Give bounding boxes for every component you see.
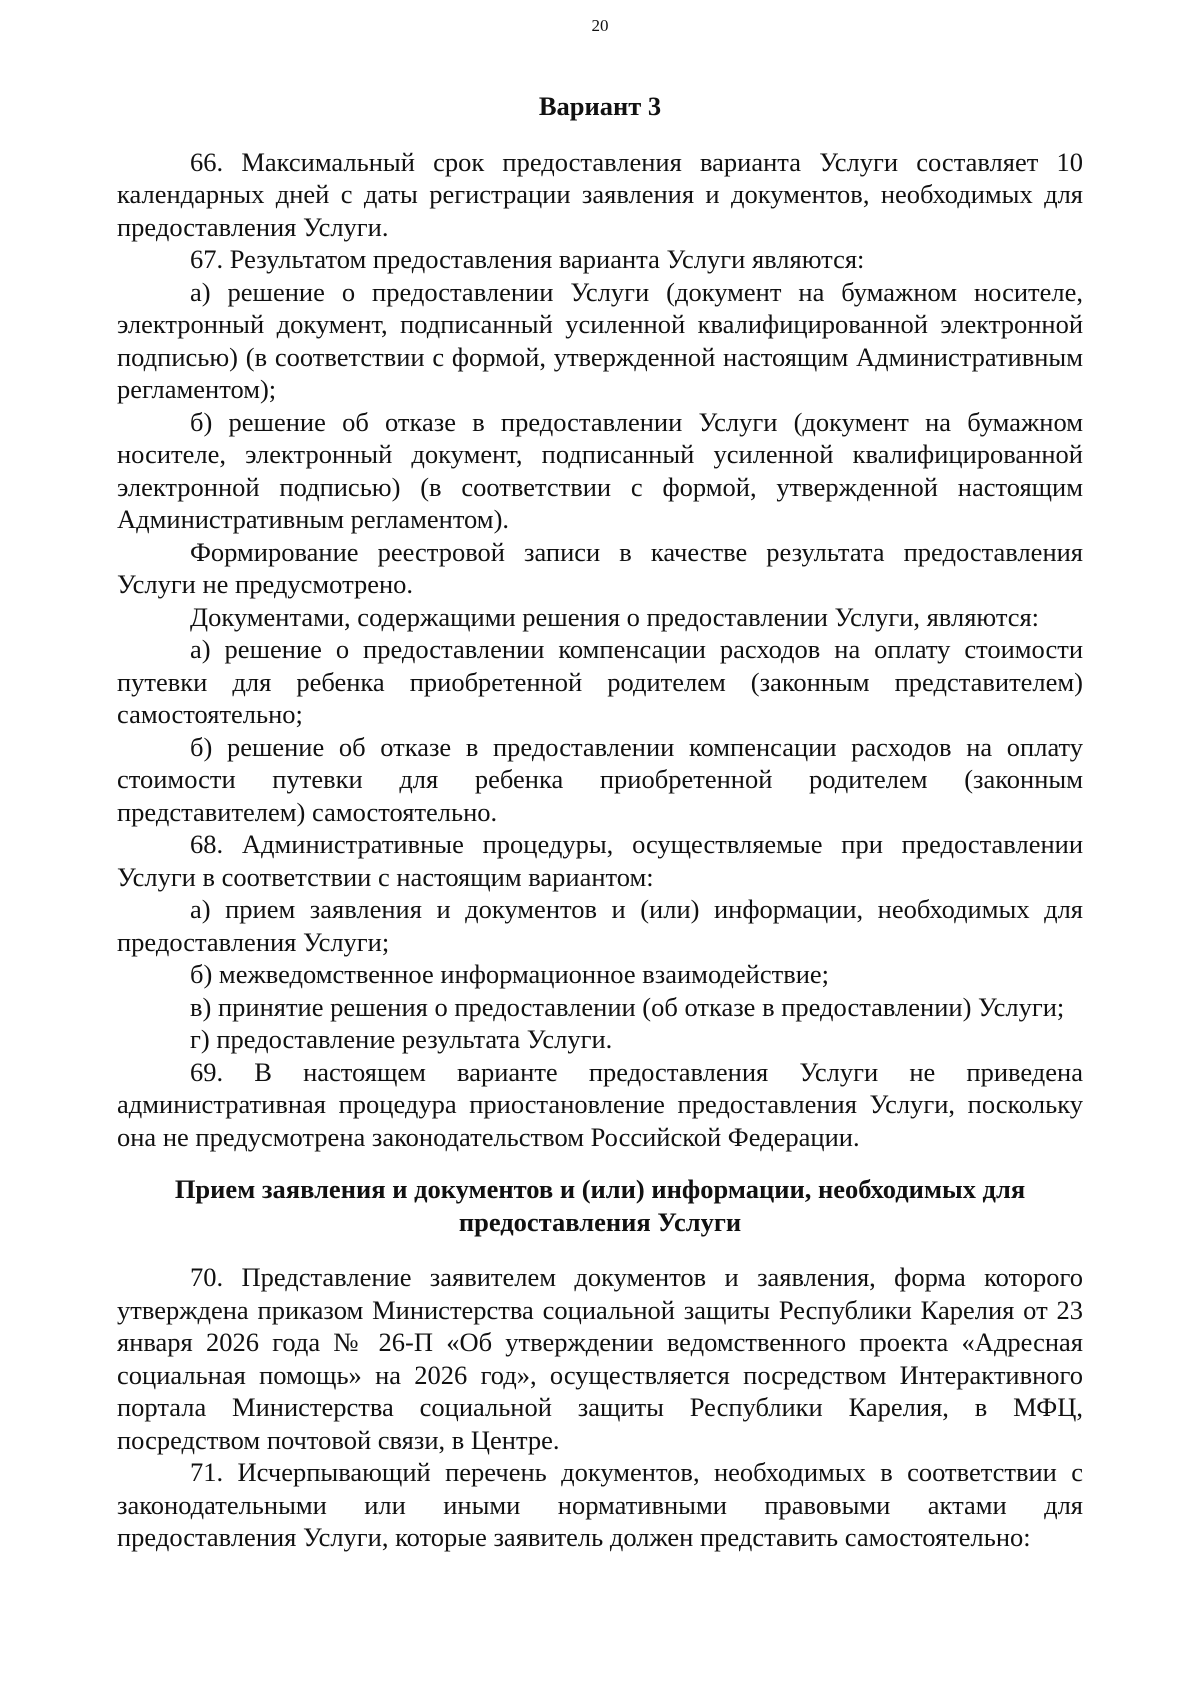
document-body — [117, 90, 1083, 1554]
paragraph-decision-a: а) решение о предоставлении компенсации расходов на оплату стоимости путевки для ребенка приобретенной родителем (законным представителем) самостоятельно; — [117, 634, 1083, 729]
section-application-intake — [117, 1261, 1083, 1554]
paragraph-68-a: а) прием заявления и документов и (или) информации, необходимых для предоставления Услуги; — [117, 894, 1083, 957]
paragraph-68-g: г) предоставление результата Услуги. — [190, 1024, 613, 1054]
paragraph-67-b: б) решение об отказе в предоставлении Услуги (документ на бумажном носителе, электронный документ, подписанный усиленной квалифицированной электронной подписью) (в соответствии с формой, утвержденной настоящим Административным регламентом). — [117, 406, 1083, 534]
paragraph-67-a: а) решение о предоставлении Услуги (документ на бумажном носителе, электронный документ, подписанный усиленной квалифицированной электронной подписью) (в соответствии с формой, утвержденной настоящим Административным регламентом); — [117, 276, 1083, 404]
paragraph-66: 66. Максимальный срок предоставления варианта Услуги составляет 10 календарных дней с даты регистрации заявления и документов, необходимых для предоставления Услуги. — [117, 146, 1083, 242]
section-heading-line-1: Прием заявления и документов и (или) информации, необходимых для — [174, 1174, 1026, 1204]
section-variant-3 — [117, 146, 1083, 1154]
paragraph-70: 70. Представление заявителем документов и заявления, форма которого утверждена приказом Министерства социальной защиты Республики Карелия от 23 января 2026 года № 26-П «Об утверждении ведомственного проекта «Адресная социальная помощь» на 2026 год», осуществляется посредством Интерактивного портала Министерства социальной защиты Республики Карелия, в МФЦ, посредством почтовой связи, в Центре. — [117, 1262, 1083, 1455]
paragraph-68: 68. Административные процедуры, осуществляемые при предоставлении Услуги в соответствии с настоящим вариантом: — [117, 829, 1083, 892]
paragraph-decision-documents: Документами, содержащими решения о предоставлении Услуги, являются: — [190, 601, 1040, 632]
paragraph-68-v: в) принятие решения о предоставлении (об отказе в предоставлении) Услуги; — [190, 991, 1065, 1022]
paragraph-registry-record: Формирование реестровой записи в качестве результата предоставления Услуги не предусмотрено. — [117, 536, 1083, 599]
section-heading-line-2: предоставления Услуги — [458, 1206, 742, 1237]
page-number: 20 — [591, 16, 609, 35]
paragraph-67: 67. Результатом предоставления варианта Услуги являются: — [190, 244, 865, 274]
paragraph-decision-b: б) решение об отказе в предоставлении компенсации расходов на оплату стоимости путевки для ребенка приобретенной родителем (законным представителем) самостоятельно. — [117, 731, 1083, 827]
paragraph-68-b: б) межведомственное информационное взаимодействие; — [190, 959, 830, 989]
paragraph-69: 69. В настоящем варианте предоставления Услуги не приведена административная процедура приостановление предоставления Услуги, поскольку она не предусмотрена законодательством Российской Федерации. — [117, 1056, 1083, 1152]
variant-heading: Вариант 3 — [538, 91, 662, 121]
section-heading — [117, 1173, 1083, 1238]
paragraph-71: 71. Исчерпывающий перечень документов, необходимых в соответствии с законодательными или иными нормативными правовыми актами для предоставления Услуги, которые заявитель должен представить самостоятельно: — [117, 1457, 1083, 1552]
